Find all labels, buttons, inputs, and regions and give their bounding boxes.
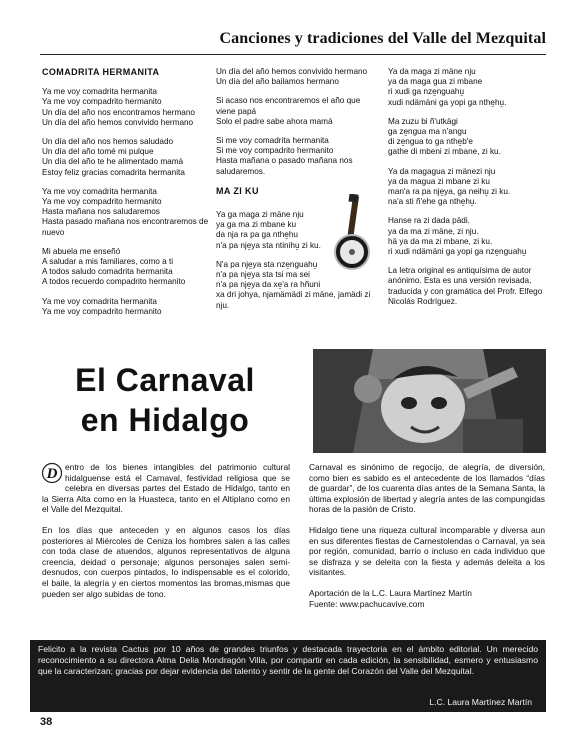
carnaval-paragraph: En los días que anteceden y en algunos casos los días posteriores al Miércoles de Ceniza los hombres salen a las calles con toda clase de atuendos, algunos representativos de alguna creencia, deidad o personaje; algunos personajes salen semi-desnudos, con cuerpos pintados, lo indispensable es el colorido, el baile, la alegría y en ciertos momentos las bromas,mismas que pueden ser algo subidas de tono. bbox=[42, 524, 290, 599]
header-divider bbox=[40, 54, 546, 55]
banjo-illustration bbox=[326, 194, 382, 274]
song-stanza: N'a pa nje̱ya sta nze̱nguahu̱ n'a pa nje̱ya sta tsi ma sei n'a pa nje̱ya da xe̱'a ra hñuni xa dri johya, njamämädi zi mäne, jamädi zi nju. bbox=[216, 259, 371, 310]
carnaval-body-left bbox=[42, 462, 290, 609]
carnaval-title-line-2: en Hidalgo bbox=[80, 402, 250, 438]
song-stanza: Hanse ra zi dada pädi. ya da ma zi mäne, zi nju. hä ya da ma zi mbane, zi ku. ri xudi ndämäni ga yopi ga nze̱nguahu̱ bbox=[388, 216, 527, 257]
carnaval-source: Fuente: www.pachucavive.com bbox=[309, 598, 425, 609]
song-title-ma-zi-ku: MA ZI KU bbox=[216, 185, 259, 196]
drop-cap-text: D bbox=[46, 466, 58, 482]
page-number: 38 bbox=[40, 716, 53, 728]
carnaval-paragraph bbox=[42, 462, 290, 515]
song-column-3 bbox=[388, 67, 548, 316]
carnival-mask-photo bbox=[313, 349, 546, 453]
song-stanza: Ya me voy comadrita hermanita Ya me voy compadrito hermanito Hasta mañana nos saludaremos Hasta pasado mañana nos encontraremos de nuevo bbox=[42, 186, 209, 237]
carnaval-credit: Aportación de la L.C. Laura Martínez Martín bbox=[309, 587, 472, 598]
song-stanza: Mi abuela me enseñó A saludar a mis familiares, como a ti A todos saludo comadrita hermanita A todos recuerdo compadrito hermanito bbox=[42, 246, 186, 287]
carnaval-paragraph-text: entro de los bienes intangibles del patrimonio cultural hidalguense está el Carnaval, festividad religiosa que se celebra en diversas partes del Estado de Hidalgo, tanto en la Sierra Alta como en la Huasteca, tanto en el Altiplano como en el Valle del Mezquital. bbox=[42, 462, 290, 515]
carnaval-paragraph: Hidalgo tiene una riqueza cultural incomparable y diversa aun en sus diferentes fiestas de Carnestolendas o Carnaval, ya sea por región, comunidad, barrio o incluso en cada individuo que se disfraza y se deleita con la fiesta y además deleita a los visitantes. bbox=[309, 524, 545, 578]
song-stanza: Ya me voy comadrita hermanita Ya me voy compadrito hermanito bbox=[42, 296, 162, 316]
song-stanza: Ya da magagua zi mänezi nju ya da magua zi mbane zi ku man'a ra pa nje̱ya, ga neihu̱ zi ku. na'a sti ñ'ehe ga nthe̱hu̱. bbox=[388, 166, 511, 207]
song-stanza: Un día del año nos hemos saludado Un día del año tomé mi pulque Un día del año te he alimentado mamá Estoy feliz gracias comadrita hermanita bbox=[42, 137, 185, 177]
carnaval-body-right bbox=[309, 462, 545, 609]
song-stanza: Ya ga maga zi mäne nju ya ga ma zi mbane ku da nja ra pa ga nthe̱hu n'a pa nje̱ya sta ntinihu̱ zi ku. bbox=[216, 210, 321, 250]
carnaval-paragraph: Carnaval es sinónimo de regocijo, de alegría, de diversión, como bien es sabido es el antecedente de los llamados “días de guardar”, de los cuarenta días antes de la Semana Santa, la última explosión de libertad y alegría antes de las compungidas horas de la pasión de Cristo. bbox=[309, 462, 545, 515]
song-stanza: Ya da maga zi mäne nju ya da maga gua zi mbane ri xudi ga nze̱nguahu̱ xudi ndämäni ga yopi ga nthe̱hu̱. bbox=[388, 67, 507, 107]
song-title-comadrita: COMADRITA HERMANITA bbox=[42, 67, 160, 77]
song-stanza: Un día del año hemos convivido hermano Un día del año bailamos hermano bbox=[216, 67, 368, 87]
carnaval-title-line-1: El Carnaval bbox=[75, 362, 255, 398]
song-stanza: Si acaso nos encontraremos el año que viene papá Solo el padre sabe ahora mamá bbox=[216, 96, 361, 126]
song-stanza: Ma zuzu bi ñ'utkägi ga ze̱ngua ma n'angu di ze̱ngua to ga nthe̱b'e gathe di mbeni zi mbane, zi ku. bbox=[388, 116, 501, 157]
drop-cap-letter bbox=[42, 462, 62, 484]
carnaval-title bbox=[40, 360, 290, 440]
page-header-title: Canciones y tradiciones del Valle del Mezquital bbox=[219, 30, 546, 47]
song-column-1 bbox=[42, 67, 210, 326]
footer-signature: L.C. Laura Martínez Martín bbox=[429, 697, 532, 707]
footer-message: Felicito a la revista Cactus por 10 años de grandes triunfos y destacada trayectoria en el ámbito editorial. Un merecido reconocimiento a su directora Alma Delia Mondragón Villa, por compartir en cada edición, la sensibilidad, esmero y entusiasmo que la caracterizan; gracias por dejar evidencia del talento y sentir de la gente del Corazón del Valle del Mezquital. bbox=[38, 644, 538, 676]
song-stanza: Ya me voy comadrita hermanita Ya me voy compadrito hermanito Un día del año nos encontramos hermano Un día del año hemos convivido hermano bbox=[42, 87, 195, 127]
footer-message-band bbox=[30, 640, 546, 712]
song-stanza: Si me voy comadrita hermanita Si me voy compadrito hermanito Hasta mañana o pasado mañana nos saludaremos. bbox=[216, 136, 353, 176]
song-author-note: La letra original es antiquísima de autor anónimo. Esta es una versión revisada, traducida y con gramática del Profr. Elfego Nicolás Rodríguez. bbox=[388, 266, 543, 306]
